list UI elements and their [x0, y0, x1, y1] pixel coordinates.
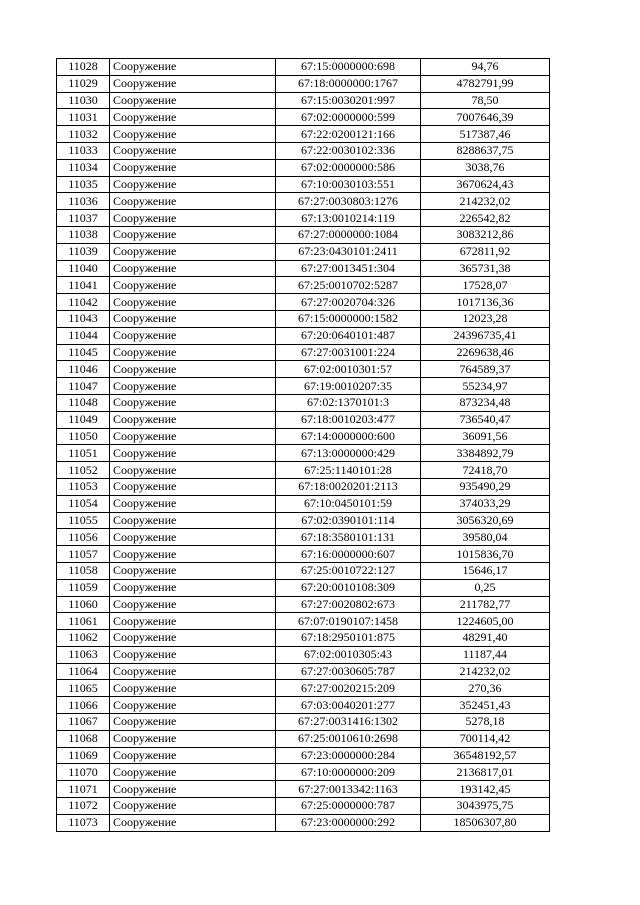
row-number-cell: 11043: [57, 310, 110, 327]
object-type-cell: Сооружение: [110, 764, 276, 781]
row-number-cell: 11040: [57, 260, 110, 277]
row-number-cell: 11036: [57, 193, 110, 210]
cadastral-number-cell: 67:27:0031416:1302: [276, 714, 421, 731]
object-type-cell: Сооружение: [110, 344, 276, 361]
cadastral-value-cell: 193142,45: [421, 781, 550, 798]
table-row: [57, 646, 550, 663]
object-type-cell: Сооружение: [110, 445, 276, 462]
cadastral-value-cell: 36091,56: [421, 428, 550, 445]
object-type-cell: Сооружение: [110, 92, 276, 109]
object-type-cell: Сооружение: [110, 327, 276, 344]
cadastral-number-cell: 67:25:0010702:5287: [276, 277, 421, 294]
cadastral-number-cell: 67:27:0031001:224: [276, 344, 421, 361]
row-number-cell: 11041: [57, 277, 110, 294]
table-row: [57, 327, 550, 344]
table-row: [57, 663, 550, 680]
table-row: [57, 277, 550, 294]
row-number-cell: 11065: [57, 680, 110, 697]
cadastral-number-cell: 67:15:0030201:997: [276, 92, 421, 109]
cadastral-value-cell: 873234,48: [421, 394, 550, 411]
object-type-cell: Сооружение: [110, 226, 276, 243]
row-number-cell: 11034: [57, 159, 110, 176]
cadastral-value-cell: 3043975,75: [421, 798, 550, 815]
cadastral-number-cell: 67:10:0450101:59: [276, 495, 421, 512]
row-number-cell: 11042: [57, 294, 110, 311]
row-number-cell: 11069: [57, 747, 110, 764]
cadastral-value-cell: 672811,92: [421, 243, 550, 260]
object-type-cell: Сооружение: [110, 730, 276, 747]
cadastral-value-cell: 36548192,57: [421, 747, 550, 764]
row-number-cell: 11044: [57, 327, 110, 344]
object-type-cell: Сооружение: [110, 630, 276, 647]
cadastral-number-cell: 67:27:0013342:1163: [276, 781, 421, 798]
cadastral-value-cell: 72418,70: [421, 462, 550, 479]
cadastral-value-cell: 48291,40: [421, 630, 550, 647]
object-type-cell: Сооружение: [110, 646, 276, 663]
cadastral-number-cell: 67:27:0020704:326: [276, 294, 421, 311]
object-type-cell: Сооружение: [110, 781, 276, 798]
object-type-cell: Сооружение: [110, 176, 276, 193]
cadastral-value-cell: 226542,82: [421, 210, 550, 227]
row-number-cell: 11037: [57, 210, 110, 227]
cadastral-number-cell: 67:25:0010610:2698: [276, 730, 421, 747]
cadastral-value-cell: 55234,97: [421, 378, 550, 395]
cadastral-value-cell: 0,25: [421, 579, 550, 596]
cadastral-number-cell: 67:02:0010305:43: [276, 646, 421, 663]
table-row: [57, 512, 550, 529]
cadastral-number-cell: 67:13:0000000:429: [276, 445, 421, 462]
object-type-cell: Сооружение: [110, 663, 276, 680]
table-row: [57, 176, 550, 193]
object-type-cell: Сооружение: [110, 747, 276, 764]
object-type-cell: Сооружение: [110, 529, 276, 546]
table-row: [57, 411, 550, 428]
object-type-cell: Сооружение: [110, 277, 276, 294]
table-row: [57, 613, 550, 630]
row-number-cell: 11067: [57, 714, 110, 731]
table-row: [57, 529, 550, 546]
object-type-cell: Сооружение: [110, 394, 276, 411]
cadastral-value-cell: 3670624,43: [421, 176, 550, 193]
object-type-cell: Сооружение: [110, 294, 276, 311]
object-type-cell: Сооружение: [110, 613, 276, 630]
cadastral-number-cell: 67:22:0030102:336: [276, 142, 421, 159]
cadastral-number-cell: 67:02:0010301:57: [276, 361, 421, 378]
table-row: [57, 478, 550, 495]
cadastral-value-cell: 7007646,39: [421, 109, 550, 126]
row-number-cell: 11033: [57, 142, 110, 159]
cadastral-value-cell: 935490,29: [421, 478, 550, 495]
object-type-cell: Сооружение: [110, 59, 276, 76]
row-number-cell: 11035: [57, 176, 110, 193]
cadastral-value-cell: 94,76: [421, 59, 550, 76]
row-number-cell: 11039: [57, 243, 110, 260]
row-number-cell: 11060: [57, 596, 110, 613]
row-number-cell: 11032: [57, 126, 110, 143]
cadastral-value-cell: 3083212,86: [421, 226, 550, 243]
table-row: [57, 714, 550, 731]
row-number-cell: 11048: [57, 394, 110, 411]
table-row: [57, 462, 550, 479]
cadastral-number-cell: 67:23:0430101:2411: [276, 243, 421, 260]
object-type-cell: Сооружение: [110, 210, 276, 227]
table-row: [57, 109, 550, 126]
row-number-cell: 11055: [57, 512, 110, 529]
cadastral-value-cell: 1017136,36: [421, 294, 550, 311]
row-number-cell: 11047: [57, 378, 110, 395]
table-row: [57, 310, 550, 327]
object-type-cell: Сооружение: [110, 243, 276, 260]
cadastral-number-cell: 67:18:3580101:131: [276, 529, 421, 546]
cadastral-value-cell: 3038,76: [421, 159, 550, 176]
table-row: [57, 193, 550, 210]
table-row: [57, 764, 550, 781]
cadastral-value-cell: 18506307,80: [421, 814, 550, 831]
object-type-cell: Сооружение: [110, 411, 276, 428]
table-row: [57, 680, 550, 697]
table-row: [57, 579, 550, 596]
cadastral-number-cell: 67:18:2950101:875: [276, 630, 421, 647]
object-type-cell: Сооружение: [110, 142, 276, 159]
object-type-cell: Сооружение: [110, 546, 276, 563]
row-number-cell: 11050: [57, 428, 110, 445]
object-type-cell: Сооружение: [110, 697, 276, 714]
object-type-cell: Сооружение: [110, 596, 276, 613]
object-type-cell: Сооружение: [110, 579, 276, 596]
cadastral-value-cell: 700114,42: [421, 730, 550, 747]
cadastral-value-cell: 4782791,99: [421, 75, 550, 92]
row-number-cell: 11071: [57, 781, 110, 798]
cadastral-value-cell: 2269638,46: [421, 344, 550, 361]
row-number-cell: 11059: [57, 579, 110, 596]
cadastral-value-cell: 78,50: [421, 92, 550, 109]
cadastral-number-cell: 67:25:0000000:787: [276, 798, 421, 815]
object-type-cell: Сооружение: [110, 462, 276, 479]
cadastral-number-cell: 67:20:0010108:309: [276, 579, 421, 596]
property-registry-table: [56, 58, 550, 832]
row-number-cell: 11063: [57, 646, 110, 663]
object-type-cell: Сооружение: [110, 478, 276, 495]
cadastral-number-cell: 67:03:0040201:277: [276, 697, 421, 714]
cadastral-number-cell: 67:18:0000000:1767: [276, 75, 421, 92]
cadastral-number-cell: 67:27:0020802:673: [276, 596, 421, 613]
table-row: [57, 294, 550, 311]
row-number-cell: 11056: [57, 529, 110, 546]
object-type-cell: Сооружение: [110, 260, 276, 277]
object-type-cell: Сооружение: [110, 75, 276, 92]
object-type-cell: Сооружение: [110, 495, 276, 512]
cadastral-value-cell: 1224605,00: [421, 613, 550, 630]
row-number-cell: 11066: [57, 697, 110, 714]
table-row: [57, 210, 550, 227]
table-row: [57, 697, 550, 714]
cadastral-number-cell: 67:18:0020201:2113: [276, 478, 421, 495]
table-row: [57, 747, 550, 764]
table-row: [57, 394, 550, 411]
registry-table-body: [57, 59, 550, 832]
row-number-cell: 11038: [57, 226, 110, 243]
table-row: [57, 378, 550, 395]
cadastral-number-cell: 67:27:0020215:209: [276, 680, 421, 697]
cadastral-number-cell: 67:13:0010214:119: [276, 210, 421, 227]
table-row: [57, 361, 550, 378]
cadastral-number-cell: 67:02:0000000:586: [276, 159, 421, 176]
table-row: [57, 495, 550, 512]
table-row: [57, 59, 550, 76]
table-row: [57, 546, 550, 563]
cadastral-value-cell: 2136817,01: [421, 764, 550, 781]
object-type-cell: Сооружение: [110, 428, 276, 445]
row-number-cell: 11070: [57, 764, 110, 781]
row-number-cell: 11073: [57, 814, 110, 831]
row-number-cell: 11062: [57, 630, 110, 647]
cadastral-number-cell: 67:10:0030103:551: [276, 176, 421, 193]
cadastral-value-cell: 352451,43: [421, 697, 550, 714]
row-number-cell: 11061: [57, 613, 110, 630]
table-row: [57, 260, 550, 277]
table-row: [57, 243, 550, 260]
cadastral-value-cell: 365731,38: [421, 260, 550, 277]
cadastral-number-cell: 67:18:0010203:477: [276, 411, 421, 428]
cadastral-number-cell: 67:27:0030803:1276: [276, 193, 421, 210]
cadastral-value-cell: 270,36: [421, 680, 550, 697]
cadastral-value-cell: 1015836,70: [421, 546, 550, 563]
object-type-cell: Сооружение: [110, 714, 276, 731]
row-number-cell: 11045: [57, 344, 110, 361]
object-type-cell: Сооружение: [110, 159, 276, 176]
cadastral-number-cell: 67:22:0200121:166: [276, 126, 421, 143]
object-type-cell: Сооружение: [110, 193, 276, 210]
cadastral-value-cell: 5278,18: [421, 714, 550, 731]
cadastral-number-cell: 67:02:0000000:599: [276, 109, 421, 126]
row-number-cell: 11064: [57, 663, 110, 680]
cadastral-number-cell: 67:10:0000000:209: [276, 764, 421, 781]
cadastral-number-cell: 67:15:0000000:698: [276, 59, 421, 76]
object-type-cell: Сооружение: [110, 814, 276, 831]
cadastral-number-cell: 67:25:1140101:28: [276, 462, 421, 479]
object-type-cell: Сооружение: [110, 512, 276, 529]
table-row: [57, 798, 550, 815]
cadastral-number-cell: 67:27:0013451:304: [276, 260, 421, 277]
cadastral-value-cell: 11187,44: [421, 646, 550, 663]
row-number-cell: 11057: [57, 546, 110, 563]
cadastral-value-cell: 214232,02: [421, 193, 550, 210]
object-type-cell: Сооружение: [110, 361, 276, 378]
cadastral-number-cell: 67:15:0000000:1582: [276, 310, 421, 327]
cadastral-value-cell: 374033,29: [421, 495, 550, 512]
cadastral-value-cell: 211782,77: [421, 596, 550, 613]
row-number-cell: 11049: [57, 411, 110, 428]
row-number-cell: 11072: [57, 798, 110, 815]
cadastral-value-cell: 17528,07: [421, 277, 550, 294]
table-row: [57, 75, 550, 92]
row-number-cell: 11068: [57, 730, 110, 747]
row-number-cell: 11053: [57, 478, 110, 495]
cadastral-number-cell: 67:27:0000000:1084: [276, 226, 421, 243]
table-row: [57, 142, 550, 159]
row-number-cell: 11052: [57, 462, 110, 479]
cadastral-value-cell: 736540,47: [421, 411, 550, 428]
table-row: [57, 814, 550, 831]
row-number-cell: 11051: [57, 445, 110, 462]
object-type-cell: Сооружение: [110, 562, 276, 579]
object-type-cell: Сооружение: [110, 310, 276, 327]
table-row: [57, 428, 550, 445]
table-row: [57, 730, 550, 747]
cadastral-value-cell: 517387,46: [421, 126, 550, 143]
cadastral-number-cell: 67:07:0190107:1458: [276, 613, 421, 630]
object-type-cell: Сооружение: [110, 798, 276, 815]
row-number-cell: 11046: [57, 361, 110, 378]
table-row: [57, 159, 550, 176]
object-type-cell: Сооружение: [110, 378, 276, 395]
cadastral-value-cell: 3384892,79: [421, 445, 550, 462]
table-row: [57, 92, 550, 109]
cadastral-number-cell: 67:19:0010207:35: [276, 378, 421, 395]
cadastral-number-cell: 67:23:0000000:284: [276, 747, 421, 764]
cadastral-number-cell: 67:20:0640101:487: [276, 327, 421, 344]
table-row: [57, 781, 550, 798]
table-row: [57, 445, 550, 462]
row-number-cell: 11029: [57, 75, 110, 92]
row-number-cell: 11058: [57, 562, 110, 579]
cadastral-number-cell: 67:23:0000000:292: [276, 814, 421, 831]
row-number-cell: 11028: [57, 59, 110, 76]
cadastral-value-cell: 764589,37: [421, 361, 550, 378]
table-row: [57, 126, 550, 143]
row-number-cell: 11030: [57, 92, 110, 109]
table-row: [57, 226, 550, 243]
cadastral-value-cell: 24396735,41: [421, 327, 550, 344]
cadastral-value-cell: 12023,28: [421, 310, 550, 327]
cadastral-number-cell: 67:14:0000000:600: [276, 428, 421, 445]
table-row: [57, 596, 550, 613]
cadastral-value-cell: 214232,02: [421, 663, 550, 680]
cadastral-value-cell: 8288637,75: [421, 142, 550, 159]
row-number-cell: 11054: [57, 495, 110, 512]
cadastral-number-cell: 67:02:0390101:114: [276, 512, 421, 529]
row-number-cell: 11031: [57, 109, 110, 126]
cadastral-value-cell: 39580,04: [421, 529, 550, 546]
table-row: [57, 630, 550, 647]
object-type-cell: Сооружение: [110, 680, 276, 697]
cadastral-number-cell: 67:16:0000000:607: [276, 546, 421, 563]
cadastral-number-cell: 67:02:1370101:3: [276, 394, 421, 411]
cadastral-value-cell: 3056320,69: [421, 512, 550, 529]
object-type-cell: Сооружение: [110, 126, 276, 143]
table-row: [57, 562, 550, 579]
cadastral-value-cell: 15646,17: [421, 562, 550, 579]
cadastral-number-cell: 67:25:0010722:127: [276, 562, 421, 579]
cadastral-number-cell: 67:27:0030605:787: [276, 663, 421, 680]
object-type-cell: Сооружение: [110, 109, 276, 126]
table-row: [57, 344, 550, 361]
